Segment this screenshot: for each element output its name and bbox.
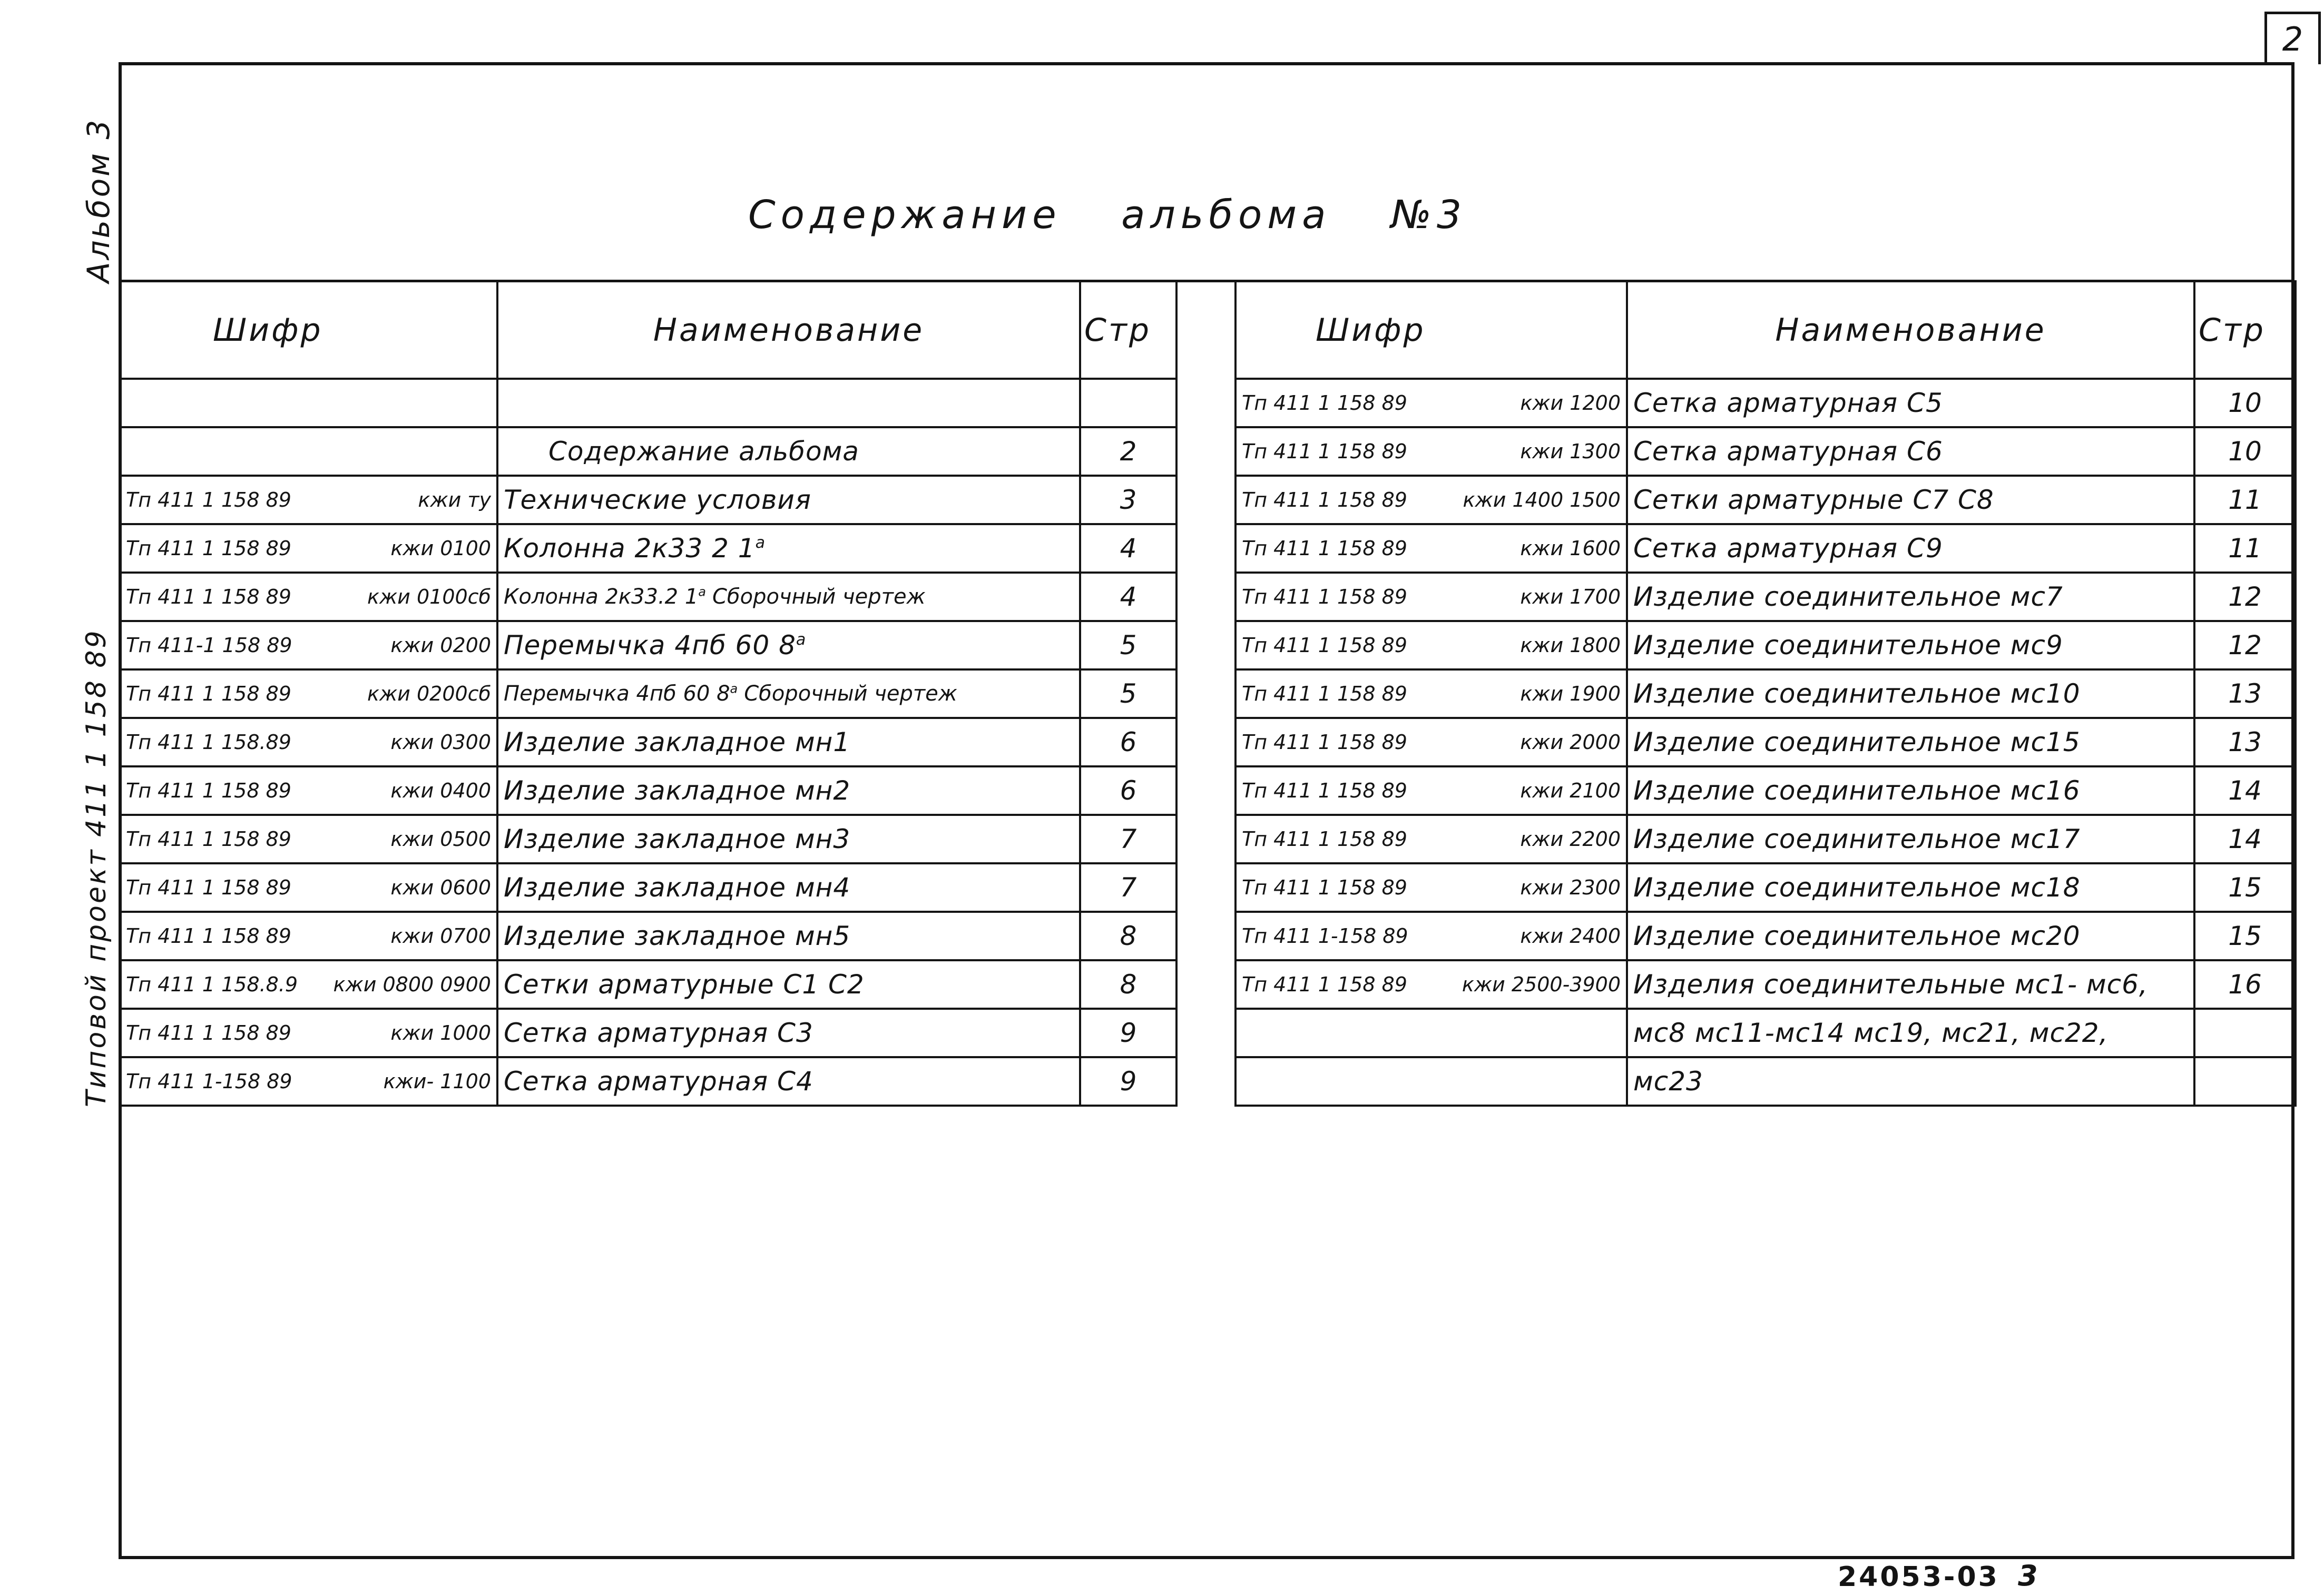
code-mark: кжи 1800 — [1520, 634, 1621, 657]
code-series: Тп 411 1-158 89 — [1242, 924, 1408, 948]
cell-name — [497, 621, 1080, 669]
right-contents-table — [1234, 280, 2297, 1107]
table-row — [120, 379, 1176, 427]
code-mark: кжи 1300 — [1520, 440, 1621, 463]
cell-page: 14 — [2194, 766, 2296, 815]
code-wrap — [126, 585, 491, 608]
code-mark: кжи 2500-3900 — [1462, 973, 1621, 996]
cell-code — [120, 1057, 497, 1106]
code-mark: кжи 0100 — [390, 537, 491, 560]
cell-page: 4 — [1080, 573, 1176, 621]
code-mark: кжи 0300 — [390, 731, 491, 754]
item-name-tail: Сборочный чертеж — [744, 682, 957, 706]
code-wrap — [126, 1070, 491, 1093]
code-mark: кжи 2300 — [1520, 876, 1621, 899]
code-wrap — [1242, 827, 1621, 851]
code-mark: кжи 1600 — [1520, 537, 1621, 560]
cell-page: 11 — [2194, 524, 2296, 573]
cell-page — [2194, 1009, 2296, 1057]
code-series: Тп 411 1 158 89 — [1242, 634, 1407, 657]
cell-code — [1235, 379, 1627, 427]
code-series: Тп 411 1 158 89 — [126, 876, 291, 899]
table-row — [120, 524, 1176, 573]
footer-doc-number: 24053-03 — [1838, 1561, 1999, 1593]
cell-code — [1235, 669, 1627, 718]
table-row — [120, 1057, 1176, 1106]
cell-page: 9 — [1080, 1057, 1176, 1106]
code-mark: кжи 0500 — [390, 827, 491, 851]
code-mark: кжи 2200 — [1520, 827, 1621, 851]
table-header-row — [120, 281, 1176, 379]
cell-page: 7 — [1080, 863, 1176, 912]
code-series: Тп 411 1 158 89 — [1242, 682, 1407, 705]
code-mark: кжи 2100 — [1520, 779, 1621, 802]
code-wrap — [126, 827, 491, 851]
code-mark: кжи 0400 — [390, 779, 491, 802]
table-row — [1235, 912, 2296, 960]
header-name: Наименование — [497, 281, 1080, 379]
code-wrap — [1242, 779, 1621, 802]
cell-page: 13 — [2194, 669, 2296, 718]
cell-name: Изделие закладное мн5 — [497, 912, 1080, 960]
code-wrap — [126, 924, 491, 948]
code-wrap — [126, 731, 491, 754]
cell-name: Сетки арматурные С1 С2 — [497, 960, 1080, 1009]
table-row — [120, 573, 1176, 621]
cell-page — [1080, 379, 1176, 427]
page-number: 2 — [2282, 20, 2303, 58]
cell-name: Изделие соединительное мс18 — [1627, 863, 2194, 912]
code-series: Тп 411 1 158.89 — [126, 731, 291, 754]
cell-code — [1235, 1057, 1627, 1106]
cell-page: 9 — [1080, 1009, 1176, 1057]
code-series: Тп 411 1 158 89 — [126, 779, 291, 802]
cell-code — [120, 476, 497, 524]
code-series: Тп 411 1 158 89 — [1242, 585, 1407, 608]
cell-code — [1235, 427, 1627, 476]
cell-page: 11 — [2194, 476, 2296, 524]
code-mark: кжи 1400 1500 — [1463, 488, 1621, 511]
code-wrap — [1242, 585, 1621, 608]
cell-page: 5 — [1080, 669, 1176, 718]
cell-code — [120, 379, 497, 427]
code-series: Тп 411 1 158 89 — [1242, 488, 1407, 511]
code-mark: кжи 1700 — [1520, 585, 1621, 608]
cell-name: Изделие соединительное мс9 — [1627, 621, 2194, 669]
item-name-superscript: а — [755, 534, 766, 552]
item-name-superscript: а — [698, 584, 706, 599]
cell-page: 13 — [2194, 718, 2296, 766]
code-series: Тп 411 1 158 89 — [1242, 876, 1407, 899]
item-name-superscript: а — [730, 681, 738, 696]
cell-page: 15 — [2194, 863, 2296, 912]
table-row — [120, 427, 1176, 476]
cell-code — [1235, 766, 1627, 815]
code-series: Тп 411 1 158 89 — [1242, 827, 1407, 851]
cell-code — [1235, 573, 1627, 621]
header-code: Шифр — [120, 281, 497, 379]
cell-code — [120, 621, 497, 669]
cell-page: 12 — [2194, 621, 2296, 669]
code-mark: кжи 1000 — [390, 1021, 491, 1045]
cell-name: Сетка арматурная С5 — [1627, 379, 2194, 427]
cell-name: Технические условия — [497, 476, 1080, 524]
cell-page: 8 — [1080, 960, 1176, 1009]
table-row — [1235, 766, 2296, 815]
code-series: Тп 411 1-158 89 — [126, 1070, 292, 1093]
cell-code — [1235, 621, 1627, 669]
table-header-row — [1235, 281, 2296, 379]
code-wrap — [1242, 924, 1621, 948]
code-wrap — [126, 876, 491, 899]
code-series: Тп 411 1 158 89 — [126, 924, 291, 948]
header-name: Наименование — [1627, 281, 2194, 379]
cell-page: 10 — [2194, 427, 2296, 476]
cell-code — [120, 815, 497, 863]
code-series: Тп 411 1 158 89 — [126, 585, 291, 608]
table-row — [1235, 1057, 2296, 1106]
header-page: Стр — [2194, 281, 2296, 379]
table-row — [120, 1009, 1176, 1057]
table-row — [120, 815, 1176, 863]
table-row — [1235, 573, 2296, 621]
code-mark: кжи 2000 — [1520, 731, 1621, 754]
item-name: Перемычка 4пб 60 8 — [504, 630, 796, 661]
cell-name: Изделие закладное мн1 — [497, 718, 1080, 766]
code-wrap — [126, 634, 491, 657]
cell-page: 15 — [2194, 912, 2296, 960]
cell-page: 2 — [1080, 427, 1176, 476]
table-row — [1235, 718, 2296, 766]
table-row — [1235, 1009, 2296, 1057]
item-name: Колонна 2к33.2 1 — [504, 585, 699, 609]
cell-code — [120, 524, 497, 573]
code-wrap — [1242, 391, 1621, 415]
table-row — [120, 476, 1176, 524]
cell-code — [1235, 1009, 1627, 1057]
item-name: Колонна 2к33 2 1 — [504, 533, 756, 564]
cell-code — [120, 960, 497, 1009]
cell-name — [497, 669, 1080, 718]
cell-name — [497, 573, 1080, 621]
table-row — [120, 621, 1176, 669]
code-mark: кжи 1200 — [1520, 391, 1621, 415]
code-wrap — [1242, 682, 1621, 705]
cell-name: Изделие соединительное мс16 — [1627, 766, 2194, 815]
cell-name: Сетка арматурная С9 — [1627, 524, 2194, 573]
cell-name: Изделие соединительное мс15 — [1627, 718, 2194, 766]
code-series: Тп 411-1 158 89 — [126, 634, 292, 657]
cell-code — [120, 718, 497, 766]
table-row — [1235, 669, 2296, 718]
code-wrap — [1242, 440, 1621, 463]
code-series: Тп 411 1 158 89 — [126, 1021, 291, 1045]
cell-code — [1235, 718, 1627, 766]
table-row — [120, 766, 1176, 815]
code-wrap — [126, 973, 491, 996]
code-mark: кжи 2400 — [1520, 924, 1621, 948]
code-mark: кжи 0800 0900 — [333, 973, 491, 996]
footer-sheet-number: 3 — [2018, 1559, 2038, 1592]
cell-code — [120, 863, 497, 912]
code-series: Тп 411 1 158 89 — [1242, 537, 1407, 560]
cell-name: мс8 мс11-мс14 мс19, мс21, мс22, — [1627, 1009, 2194, 1057]
cell-code — [1235, 912, 1627, 960]
cell-name: Изделие закладное мн4 — [497, 863, 1080, 912]
code-series: Тп 411 1 158 89 — [1242, 973, 1407, 996]
cell-page: 7 — [1080, 815, 1176, 863]
code-wrap — [126, 488, 491, 511]
table-row — [1235, 960, 2296, 1009]
cell-page: 10 — [2194, 379, 2296, 427]
cell-name: Изделие соединительное мс7 — [1627, 573, 2194, 621]
cell-name: Изделие закладное мн3 — [497, 815, 1080, 863]
header-code: Шифр — [1235, 281, 1627, 379]
code-series: Тп 411 1 158 89 — [1242, 391, 1407, 415]
cell-name: Изделие соединительное мс17 — [1627, 815, 2194, 863]
document-title: Содержание альбома №3 — [748, 192, 1467, 238]
code-wrap — [126, 682, 491, 705]
table-row — [120, 669, 1176, 718]
code-series: Тп 411 1 158.8.9 — [126, 973, 298, 996]
cell-name: Сетка арматурная С4 — [497, 1057, 1080, 1106]
cell-name: Изделия соединительные мс1- мс6, — [1627, 960, 2194, 1009]
cell-page: 3 — [1080, 476, 1176, 524]
table-row — [1235, 379, 2296, 427]
cell-code — [1235, 476, 1627, 524]
cell-name — [497, 379, 1080, 427]
table-row — [1235, 427, 2296, 476]
cell-code — [1235, 524, 1627, 573]
table-row — [120, 960, 1176, 1009]
cell-name: Сетки арматурные С7 С8 — [1627, 476, 2194, 524]
code-series: Тп 411 1 158 89 — [1242, 731, 1407, 754]
cell-code — [1235, 815, 1627, 863]
code-mark: кжи 0100сб — [367, 585, 491, 608]
cell-name: Содержание альбома — [497, 427, 1080, 476]
cell-name — [497, 524, 1080, 573]
code-wrap — [126, 1021, 491, 1045]
cell-page — [2194, 1057, 2296, 1106]
cell-code — [120, 669, 497, 718]
cell-name: мс23 — [1627, 1057, 2194, 1106]
margin-album-label: Альбом 3 — [81, 117, 116, 283]
code-wrap — [126, 537, 491, 560]
cell-page: 8 — [1080, 912, 1176, 960]
code-mark: кжи 0200сб — [367, 682, 491, 705]
cell-page: 16 — [2194, 960, 2296, 1009]
cell-code — [120, 912, 497, 960]
cell-page: 6 — [1080, 766, 1176, 815]
code-series: Тп 411 1 158 89 — [126, 827, 291, 851]
left-contents-table — [119, 280, 1178, 1107]
code-mark: кжи ту — [418, 488, 491, 511]
code-wrap — [1242, 634, 1621, 657]
cell-name: Сетка арматурная С3 — [497, 1009, 1080, 1057]
table-row — [1235, 815, 2296, 863]
code-mark: кжи- 1100 — [383, 1070, 491, 1093]
page-number-box — [2264, 12, 2321, 64]
cell-name: Изделие закладное мн2 — [497, 766, 1080, 815]
cell-page: 5 — [1080, 621, 1176, 669]
code-wrap — [1242, 488, 1621, 511]
code-mark: кжи 1900 — [1520, 682, 1621, 705]
code-series: Тп 411 1 158 89 — [1242, 779, 1407, 802]
code-series: Тп 411 1 158 89 — [126, 488, 291, 511]
cell-code — [120, 427, 497, 476]
item-name-tail: Сборочный чертеж — [712, 585, 926, 609]
code-wrap — [1242, 731, 1621, 754]
margin-project-label: Типовой проект 411 1 158 89 — [81, 628, 112, 1107]
table-row — [120, 863, 1176, 912]
cell-code — [120, 1009, 497, 1057]
code-wrap — [1242, 973, 1621, 996]
cell-code — [1235, 863, 1627, 912]
code-series: Тп 411 1 158 89 — [126, 682, 291, 705]
cell-page: 4 — [1080, 524, 1176, 573]
cell-code — [120, 766, 497, 815]
table-row — [120, 718, 1176, 766]
cell-page: 12 — [2194, 573, 2296, 621]
header-page: Стр — [1080, 281, 1176, 379]
cell-page: 14 — [2194, 815, 2296, 863]
code-mark: кжи 0700 — [390, 924, 491, 948]
cell-page: 6 — [1080, 718, 1176, 766]
code-wrap — [1242, 876, 1621, 899]
cell-name: Изделие соединительное мс10 — [1627, 669, 2194, 718]
code-wrap — [1242, 537, 1621, 560]
cell-name: Изделие соединительное мс20 — [1627, 912, 2194, 960]
code-wrap — [126, 779, 491, 802]
cell-code — [1235, 960, 1627, 1009]
code-mark: кжи 0600 — [390, 876, 491, 899]
table-row — [1235, 621, 2296, 669]
code-series: Тп 411 1 158 89 — [1242, 440, 1407, 463]
table-row — [1235, 863, 2296, 912]
item-name: Перемычка 4пб 60 8 — [504, 682, 730, 706]
cell-name: Сетка арматурная С6 — [1627, 427, 2194, 476]
item-name-superscript: а — [796, 630, 807, 649]
code-series: Тп 411 1 158 89 — [126, 537, 291, 560]
cell-code — [120, 573, 497, 621]
code-mark: кжи 0200 — [390, 634, 491, 657]
table-row — [120, 912, 1176, 960]
table-row — [1235, 524, 2296, 573]
table-row — [1235, 476, 2296, 524]
